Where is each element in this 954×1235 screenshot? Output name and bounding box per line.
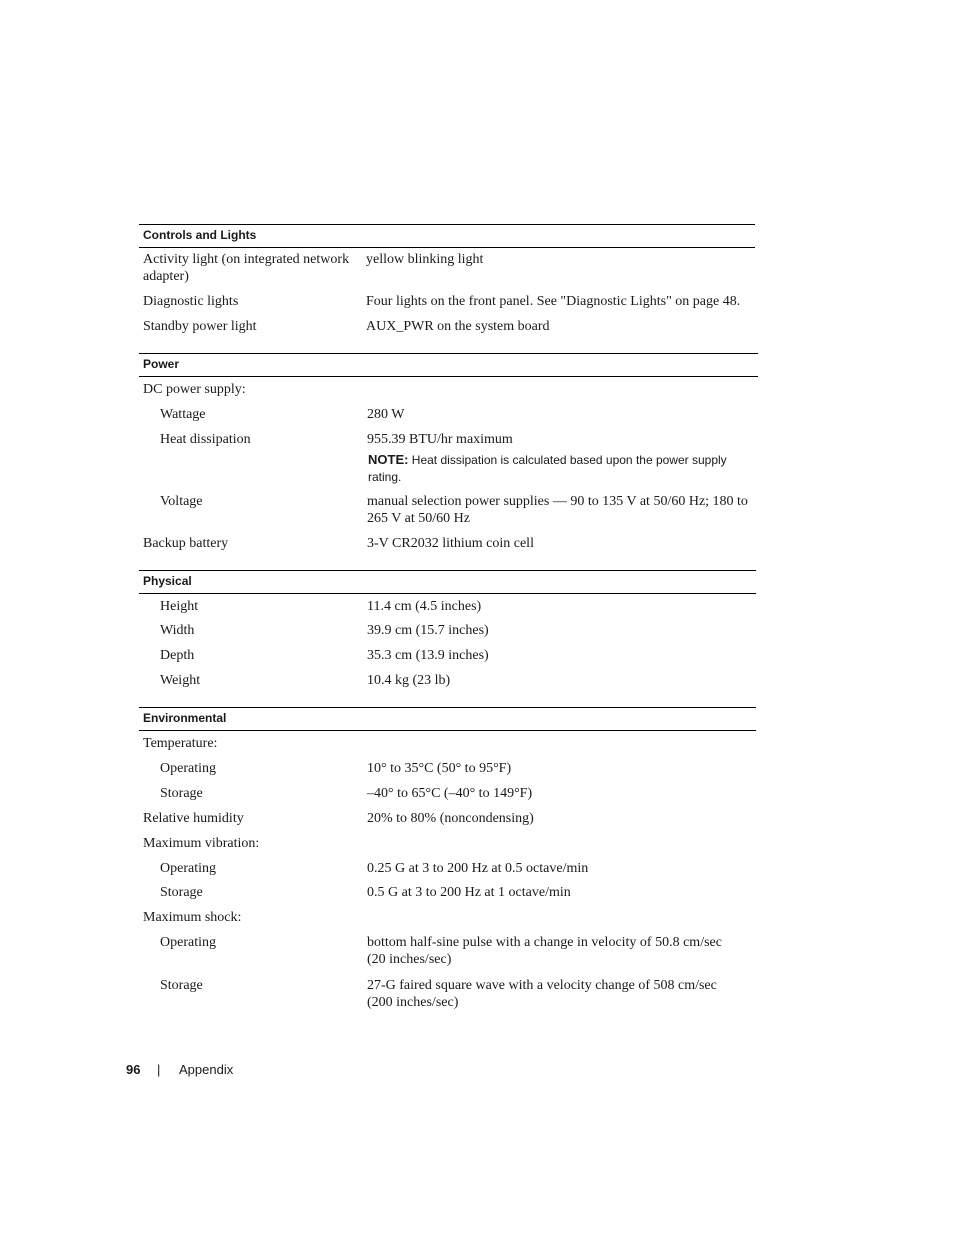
row-value: yellow blinking light (366, 252, 484, 267)
row-label: Backup battery (143, 536, 229, 551)
row-value: 955.39 BTU/hr maximum (367, 432, 513, 447)
note-text: rating. (368, 470, 402, 484)
row-value: 280 W (367, 407, 405, 422)
row-value: 11.4 cm (4.5 inches) (367, 599, 482, 614)
row-value: 3-V CR2032 lithium coin cell (367, 536, 534, 551)
section-title: Environmental (143, 711, 227, 725)
row-label: Heat dissipation (160, 432, 251, 447)
row-value: 20% to 80% (noncondensing) (367, 811, 534, 826)
row-label: Width (160, 623, 195, 638)
row-label: Height (160, 599, 199, 614)
row-value: bottom half-sine pulse with a change in velocity of 50.8 cm/sec (20 inches/sec) (367, 935, 722, 967)
note-label: NOTE: (368, 452, 409, 467)
section-title: Power (143, 357, 180, 371)
row-value: 0.25 G at 3 to 200 Hz at 0.5 octave/min (367, 861, 589, 876)
row-label: Diagnostic lights (143, 294, 239, 309)
footer-separator: | (157, 1062, 161, 1077)
row-label: Maximum vibration: (143, 836, 260, 851)
section-header-controls (139, 224, 755, 248)
row-value: 27-G faired square wave with a velocity change of 508 cm/sec (200 inches/sec) (367, 978, 717, 1010)
row-label: DC power supply: (143, 382, 246, 397)
row-value: 39.9 cm (15.7 inches) (367, 623, 489, 638)
row-label: Temperature: (143, 736, 218, 751)
row-value: 10.4 kg (23 lb) (367, 673, 451, 688)
row-label: Activity light (on integrated network adapter) (143, 252, 350, 284)
row-label: Operating (160, 761, 216, 776)
row-label: Storage (160, 786, 203, 801)
row-label: Operating (160, 935, 216, 950)
row-value: manual selection power supplies — 90 to 135 V at 50/60 Hz; 180 to 265 V at 50/60 Hz (367, 494, 748, 526)
row-value: AUX_PWR on the system board (366, 319, 550, 334)
row-label: Wattage (160, 407, 206, 422)
footer-section: Appendix (179, 1062, 234, 1077)
row-label: Voltage (160, 494, 203, 509)
section-header-physical (139, 570, 756, 594)
row-label: Maximum shock: (143, 910, 242, 925)
section-title: Controls and Lights (143, 228, 257, 242)
row-value: 35.3 cm (13.9 inches) (367, 648, 489, 663)
row-label: Depth (160, 648, 195, 663)
row-value: –40° to 65°C (–40° to 149°F) (367, 786, 533, 801)
note-text: Heat dissipation is calculated based upon the power supply (411, 453, 727, 467)
row-label: Standby power light (143, 319, 257, 334)
row-label: Storage (160, 885, 203, 900)
row-label: Operating (160, 861, 216, 876)
row-value: 0.5 G at 3 to 200 Hz at 1 octave/min (367, 885, 571, 900)
row-value: Four lights on the front panel. See "Diagnostic Lights" on page 48. (366, 294, 741, 309)
section-header-power (139, 353, 758, 377)
row-label: Storage (160, 978, 203, 993)
section-header-environmental (139, 707, 756, 731)
section-title: Physical (143, 574, 192, 588)
row-label: Weight (160, 673, 201, 688)
row-value: 10° to 35°C (50° to 95°F) (367, 761, 512, 776)
row-label: Relative humidity (143, 811, 244, 826)
note-block (368, 451, 753, 486)
page-number: 96 (126, 1062, 141, 1077)
